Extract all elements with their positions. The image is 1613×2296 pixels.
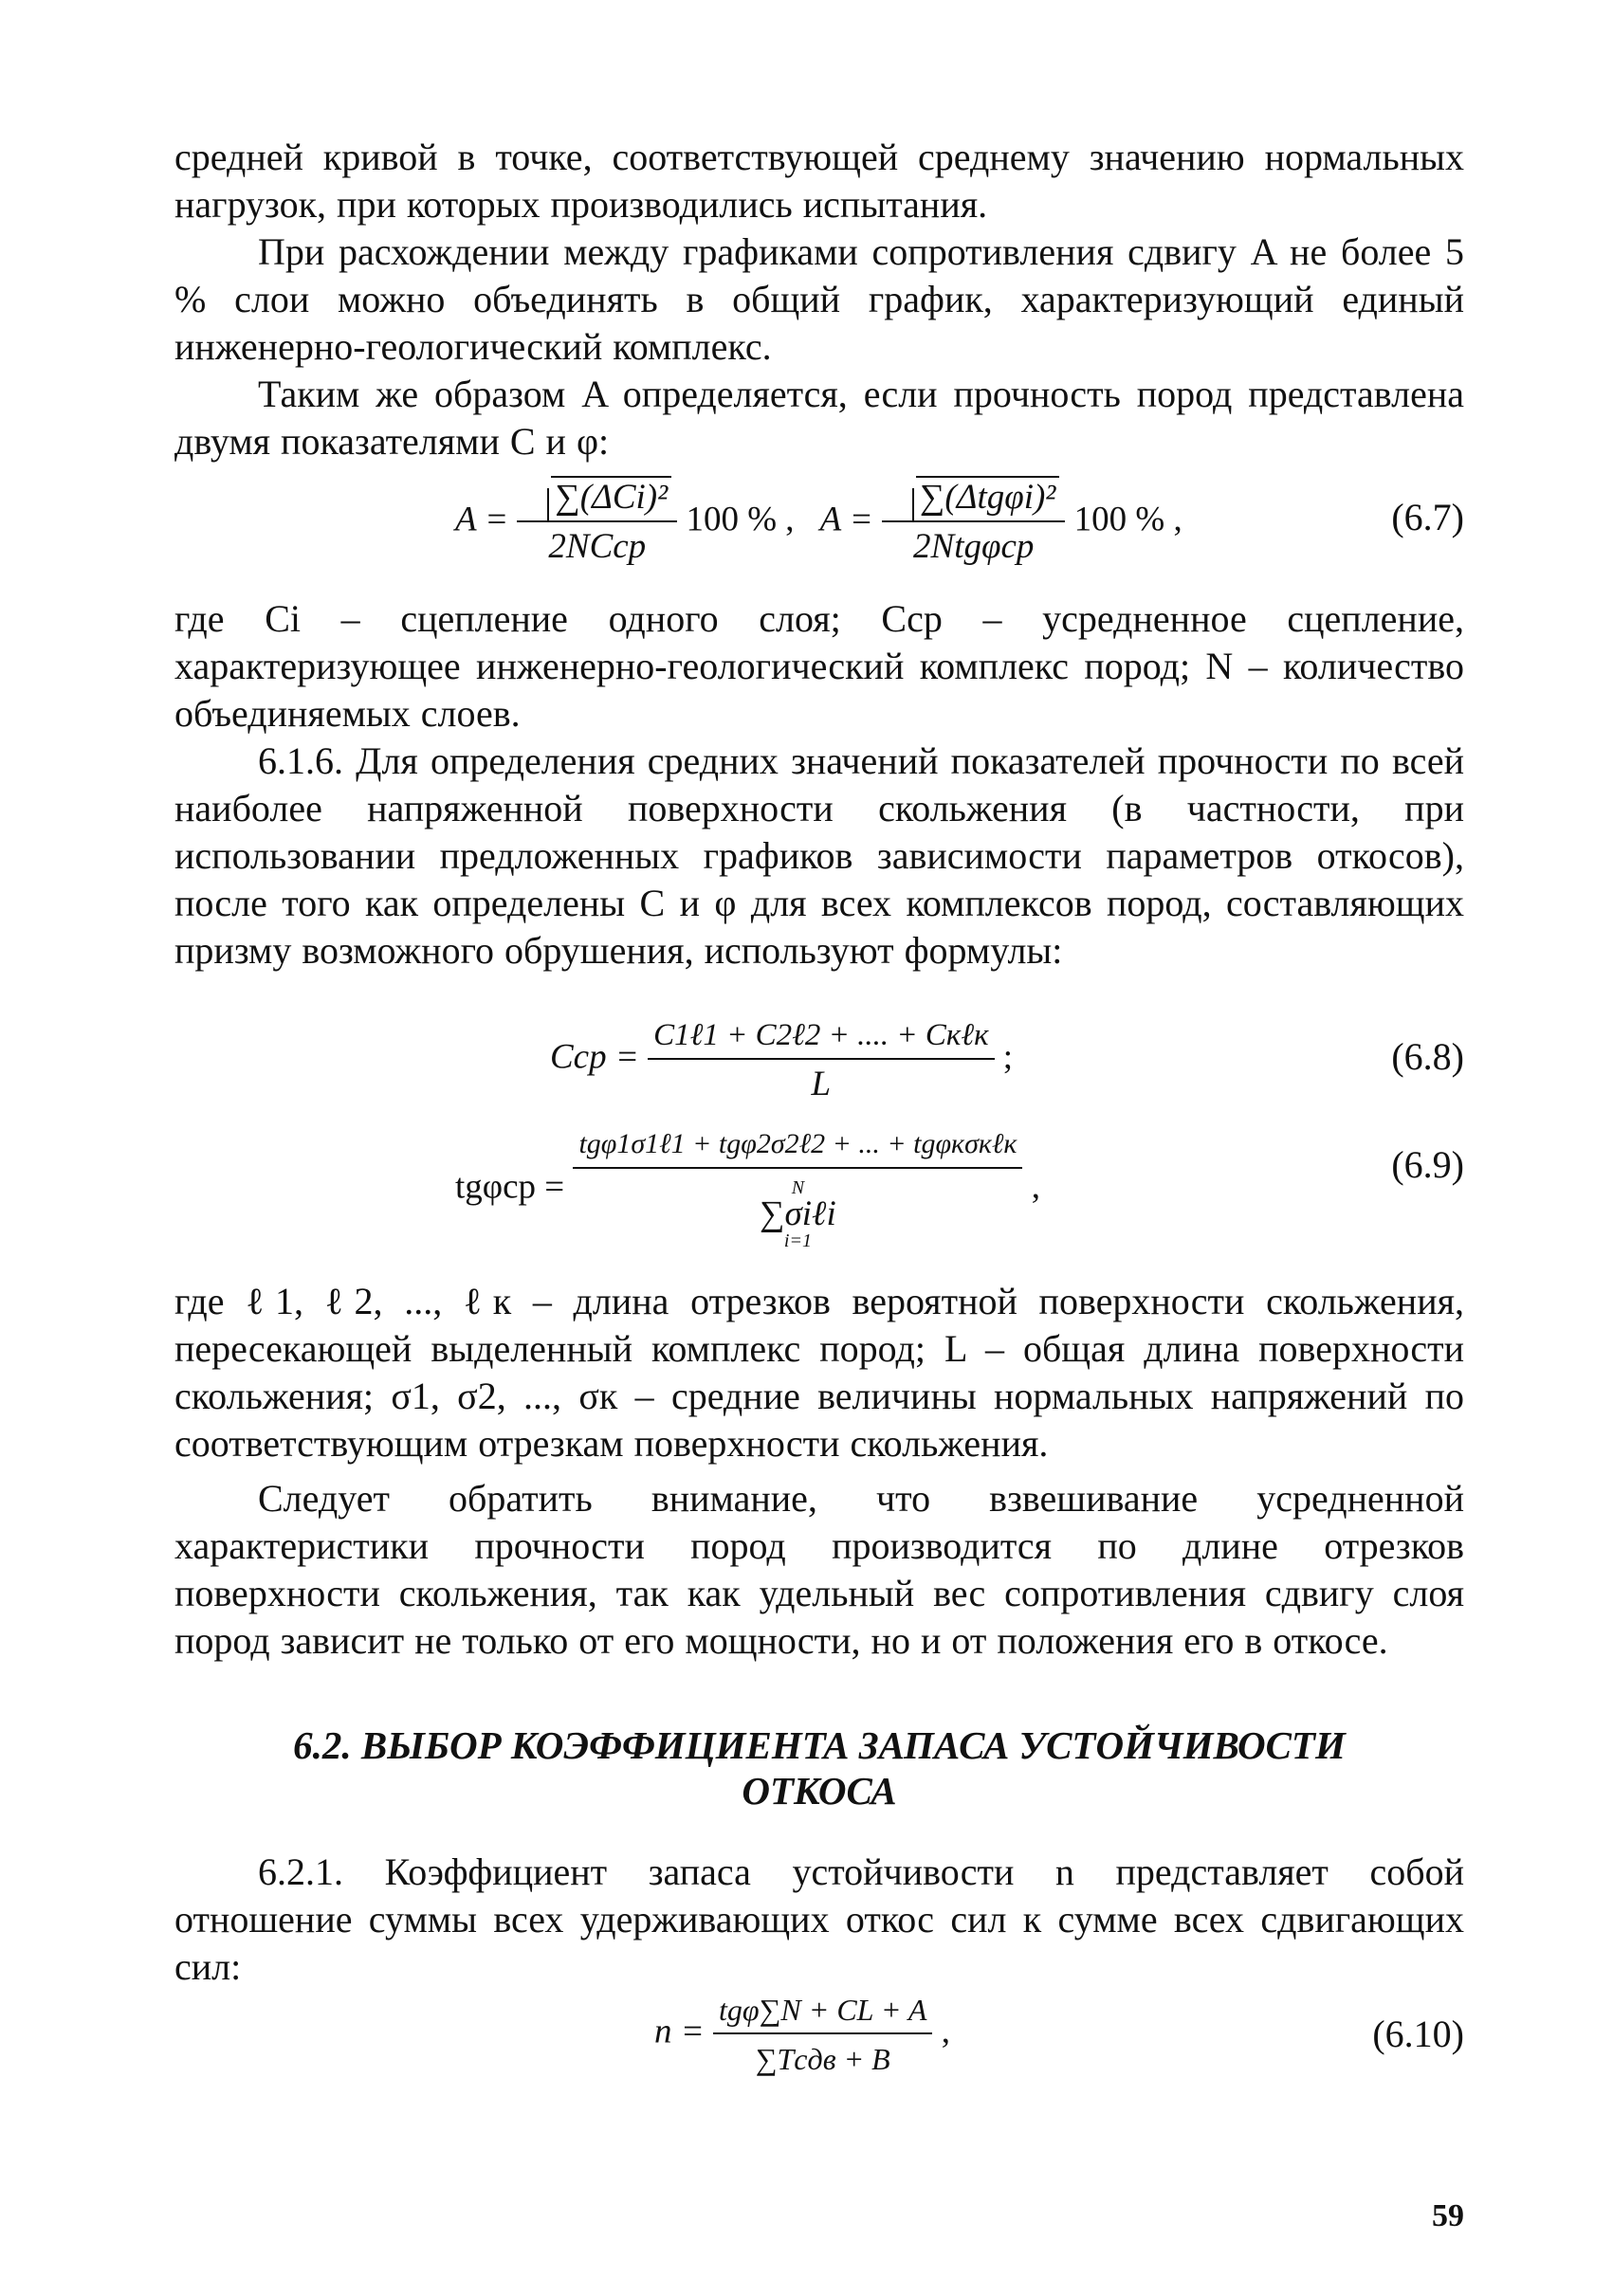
paragraph: При расхождении между графиками сопротивления сдвигу A не более 5 % слои можно объединять в общий график, характеризующий единый инженерно-геологический комплекс. <box>174 230 1464 368</box>
fraction <box>882 479 1065 566</box>
sum-lower-limit: i=1 <box>783 1230 812 1251</box>
page-number: 59 <box>1432 2198 1464 2233</box>
paragraph: где Ci – сцепление одного слоя; Cср – усредненное сцепление, характеризующее инженерно-геологический комплекс пород; N – количество объединяемых слоев. <box>174 597 1464 735</box>
sum-upper-limit: N <box>791 1177 805 1198</box>
formula-lhs: A = <box>455 500 509 539</box>
formula-tail: 100 % , <box>686 500 795 539</box>
formula-lhs: A = <box>819 500 873 539</box>
formula-numerator: tgφ∑N + CL + A <box>718 1993 927 2027</box>
text-block-lower <box>174 1278 1464 1665</box>
fraction <box>573 1125 1022 1254</box>
equation-number: (6.7) <box>1391 496 1464 538</box>
formula-denominator: 2Ntgφср <box>882 520 1065 566</box>
formula-tail: , <box>1031 1167 1040 1207</box>
formula-tail: 100 % , <box>1073 500 1182 539</box>
formula-lhs: Cср = <box>550 1037 639 1077</box>
formula-numerator: ∑(ΔCi)² <box>551 476 671 517</box>
fraction <box>648 1016 994 1103</box>
paragraph: 6.1.6. Для определения средних значений показателей прочности по всей наиболее напряженной поверхности скольжения (в частности, при использовании предложенных графиков зависимости параметров откосов), после того как определены C и φ для всех комплексов пород, составляющих призму возможного обрушения, используют формулы: <box>174 739 1465 972</box>
formula-denominator-block <box>573 1167 1022 1254</box>
section-heading <box>174 1722 1464 1813</box>
formula-6-7 <box>455 479 1182 566</box>
equation-number: (6.9) <box>1391 1143 1464 1186</box>
formula-lhs: tgφср = <box>455 1167 565 1207</box>
paragraph: где ℓ1, ℓ2, ..., ℓк – длина отрезков вероятной поверхности скольжения, пересекающей выделенный комплекс пород; L – общая длина поверхности скольжения; σ1, σ2, ..., σк – средние величины нормальных напряжений по соответствующим отрезкам поверхности скольжения. <box>174 1280 1464 1465</box>
formula-tail: ; <box>1002 1037 1014 1077</box>
formula-6-8 <box>550 1016 1013 1103</box>
heading-line: 6.2. ВЫБОР КОЭФФИЦИЕНТА ЗАПАСА УСТОЙЧИВОСТИ <box>293 1723 1346 1767</box>
formula-denominator: 2NCср <box>517 520 677 566</box>
paragraph: средней кривой в точке, соответствующей среднему значению нормальных нагрузок, при которых производились испытания. <box>174 136 1464 226</box>
paragraph: 6.2.1. Коэффициент запаса устойчивости n представляет собой отношение суммы всех удерживающих откос сил к сумме всех сдвигающих сил: <box>174 1850 1464 1988</box>
text-block-top <box>174 134 1464 465</box>
equation-number: (6.8) <box>1391 1035 1464 1078</box>
formula-denominator: ∑σiℓi <box>760 1194 836 1233</box>
fraction <box>713 1991 932 2078</box>
formula-numerator: C1ℓ1 + C2ℓ2 + .... + Cкℓк <box>653 1018 989 1052</box>
formula-tail: , <box>941 2012 950 2051</box>
formula-6-10 <box>654 1991 950 2078</box>
text-block-bottom <box>174 1849 1464 1991</box>
paragraph: Следует обратить внимание, что взвешивание усредненной характеристики прочности пород производится по длине отрезков поверхности скольжения, так как удельный вес сопротивления сдвигу слоя пород зависит не только от его мощности, но и от положения его в откосе. <box>174 1477 1464 1662</box>
fraction <box>517 479 677 566</box>
paragraph: Таким же образом A определяется, если прочность пород представлена двумя показателями C и φ: <box>174 373 1464 463</box>
heading-line: ОТКОСА <box>742 1769 897 1813</box>
formula-numerator: ∑(Δtgφi)² <box>916 476 1059 517</box>
formula-numerator: tgφ1σ1ℓ1 + tgφ2σ2ℓ2 + ... + tgφкσкℓк <box>578 1128 1017 1159</box>
equation-number: (6.10) <box>1372 2013 1464 2055</box>
text-block-middle <box>174 595 1464 975</box>
formula-denominator: L <box>648 1058 994 1103</box>
formula-lhs: n = <box>654 2012 705 2051</box>
formula-denominator: ∑Tсдв + B <box>713 2032 932 2078</box>
formula-6-9 <box>455 1125 1040 1254</box>
